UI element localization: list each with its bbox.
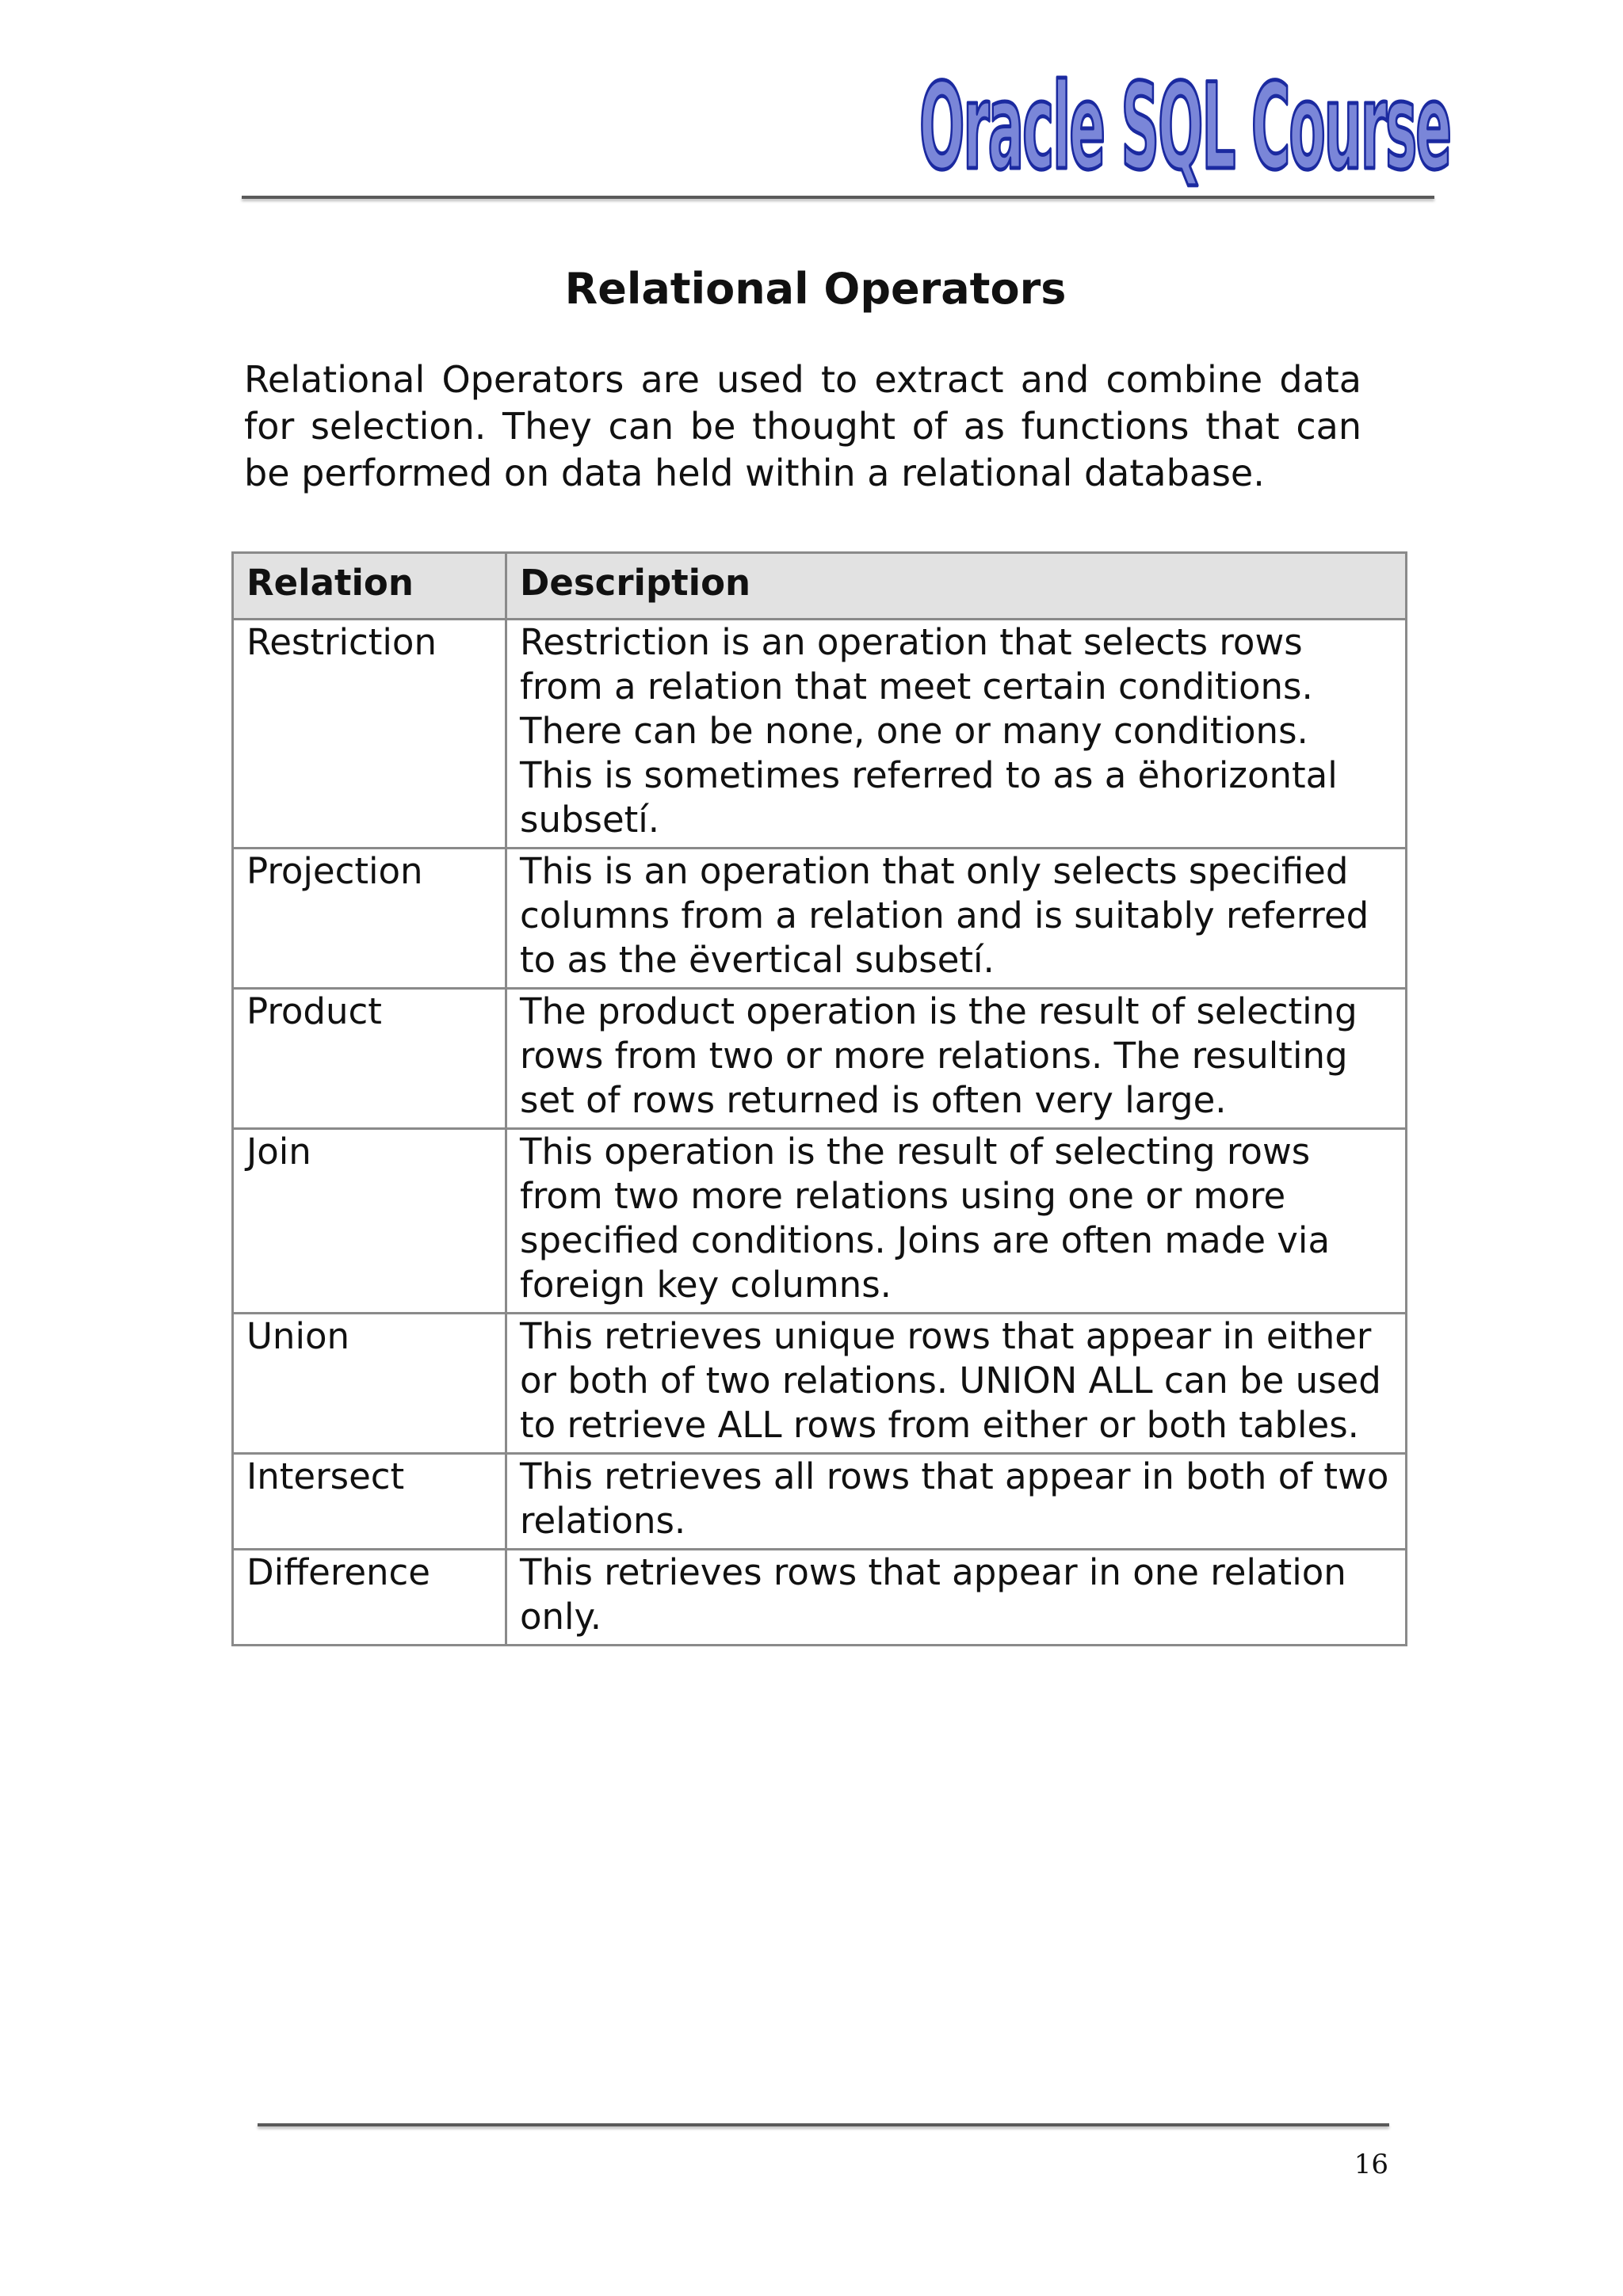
footer-divider <box>258 2123 1389 2126</box>
relational-operators-table <box>231 551 1407 1646</box>
table-row <box>233 1550 1407 1646</box>
relation-name: Difference <box>233 1550 506 1646</box>
page-number: 16 <box>1354 2149 1388 2180</box>
header-divider <box>242 196 1434 199</box>
relation-description: This is an operation that only selects specified columns from a relation and is suitably referred to as the ëvertical subsetí. <box>506 849 1407 989</box>
table-row <box>233 849 1407 989</box>
relation-name: Intersect <box>233 1454 506 1550</box>
table-row <box>233 1454 1407 1550</box>
relation-name: Union <box>233 1314 506 1454</box>
course-logo <box>911 41 1458 200</box>
logo-text: Oracle SQL Course <box>919 59 1450 196</box>
column-header-description: Description <box>506 553 1407 620</box>
table-row <box>233 1129 1407 1314</box>
relation-name: Join <box>233 1129 506 1314</box>
relation-description: The product operation is the result of selecting rows from two or more relations. The resulting set of rows returned is often very large. <box>506 989 1407 1129</box>
course-logo-graphic <box>911 41 1458 200</box>
column-header-relation: Relation <box>233 553 506 620</box>
relation-description: This operation is the result of selecting rows from two more relations using one or more specified conditions. Joins are often made via foreign key columns. <box>506 1129 1407 1314</box>
relation-description: This retrieves rows that appear in one relation only. <box>506 1550 1407 1646</box>
table-row <box>233 620 1407 849</box>
relation-name: Restriction <box>233 620 506 849</box>
table-row <box>233 1314 1407 1454</box>
table-row <box>233 989 1407 1129</box>
table-header-row <box>233 553 1407 620</box>
page-title: Relational Operators <box>564 264 1067 314</box>
relation-name: Product <box>233 989 506 1129</box>
intro-paragraph: Relational Operators are used to extract and combine data for selection. They can be thought of as functions that can be performed on data held within a relational database. <box>244 358 1361 494</box>
relation-description: Restriction is an operation that selects rows from a relation that meet certain conditions. There can be none, one or many conditions. This is sometimes referred to as a ëhorizontal subsetí. <box>506 620 1407 849</box>
relation-description: This retrieves all rows that appear in both of two relations. <box>506 1454 1407 1550</box>
relation-name: Projection <box>233 849 506 989</box>
relation-description: This retrieves unique rows that appear in either or both of two relations. UNION ALL can be used to retrieve ALL rows from either or both tables. <box>506 1314 1407 1454</box>
